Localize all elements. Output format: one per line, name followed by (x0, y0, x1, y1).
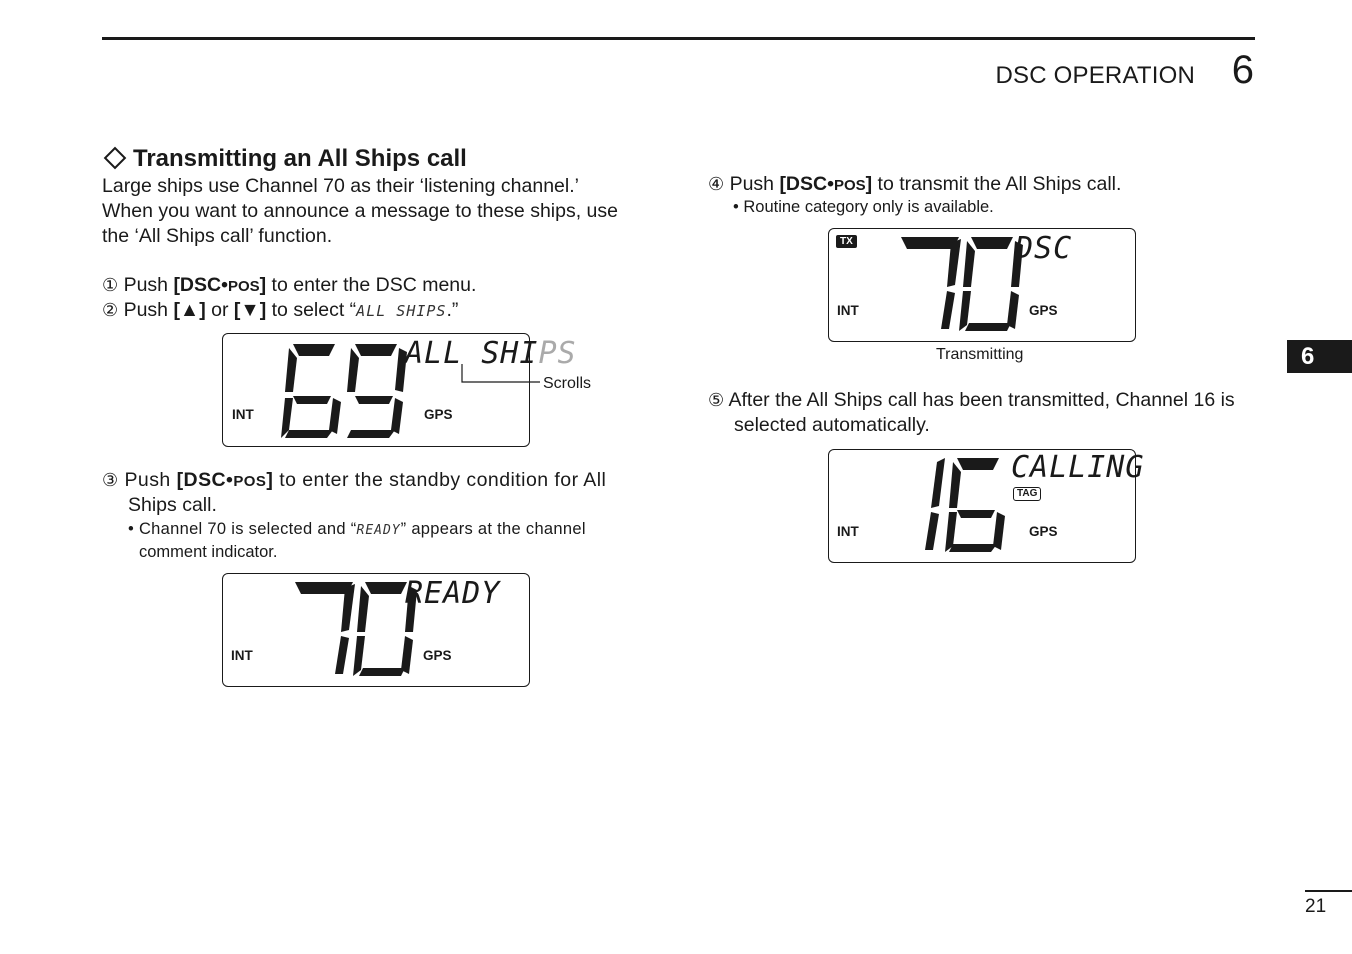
lcd-display-ready (222, 573, 530, 687)
tx-indicator: TX (836, 235, 857, 248)
step-text: to select “ (266, 299, 357, 321)
lcd-display-calling (828, 449, 1145, 563)
gps-indicator: GPS (1029, 524, 1058, 539)
diamond-icon (104, 146, 127, 169)
dsc-pos-key: [DSC•POS] (173, 274, 267, 296)
lcd-display-transmitting (828, 228, 1136, 342)
step-text: After the All Ships call has been transmitted, Channel 16 is (728, 389, 1235, 411)
up-key: [▲] (173, 299, 206, 321)
step-number: ① (102, 275, 119, 296)
segment-text: ALL SHIPS (356, 302, 447, 320)
step-3-note: • Channel 70 is selected and “READY” appears at the channel (128, 520, 586, 538)
scrolls-callout-line (400, 360, 550, 390)
gps-indicator: GPS (1029, 303, 1058, 318)
step-5 (708, 388, 1235, 413)
step-text: to enter the DSC menu. (266, 274, 477, 296)
footer-rule (1305, 890, 1352, 892)
int-indicator: INT (837, 524, 859, 539)
step-5-line2: selected automatically. (734, 414, 930, 436)
section-title: Transmitting an All Ships call (133, 145, 467, 172)
intro-line: the ‘All Ships call’ function. (102, 225, 333, 247)
intro-line: Large ships use Channel 70 as their ‘listening channel.’ (102, 175, 579, 197)
intro-paragraph (102, 174, 652, 249)
step-number: ② (102, 300, 119, 321)
chapter-title: DSC OPERATION (995, 62, 1195, 89)
step-text: Push (123, 299, 174, 321)
step-number: ③ (102, 470, 119, 491)
step-1 (102, 273, 476, 299)
page-number: 21 (1305, 896, 1327, 917)
step-text: Push (123, 274, 174, 296)
dsc-pos-key: [DSC•POS] (176, 469, 274, 491)
display-caption: Transmitting (936, 346, 1024, 363)
header-rule (102, 37, 1255, 40)
step-number: ⑤ (708, 390, 725, 411)
lcd-comment: CALLING (1011, 450, 1145, 485)
step-4 (708, 172, 1121, 198)
step-number: ④ (708, 174, 725, 195)
gps-indicator: GPS (424, 407, 453, 422)
step-text: to transmit the All Ships call. (872, 173, 1122, 195)
dsc-pos-key: [DSC•POS] (779, 173, 873, 195)
section-heading (103, 145, 467, 173)
scrolls-callout: Scrolls (543, 375, 592, 392)
down-key: [▼] (233, 299, 267, 321)
lcd-digits (829, 229, 1129, 341)
int-indicator: INT (231, 648, 253, 663)
tag-indicator: TAG (1013, 487, 1041, 501)
gps-indicator: GPS (423, 648, 452, 663)
intro-line: When you want to announce a message to these ships, use (102, 200, 618, 222)
int-indicator: INT (837, 303, 859, 318)
step-text: Push (124, 469, 177, 491)
step-text: to enter the standby condition for All (273, 469, 607, 491)
lcd-comment: ALL SHIPS (405, 336, 577, 371)
step-text: .” (446, 299, 459, 321)
lcd-comment: READY (405, 576, 501, 611)
step-4-note: • Routine category only is available. (733, 198, 994, 216)
step-text: or (205, 299, 234, 321)
step-3 (102, 468, 606, 494)
int-indicator: INT (232, 407, 254, 422)
chapter-number: 6 (1231, 48, 1254, 92)
step-text: Push (729, 173, 780, 195)
step-3-note-line2: comment indicator. (139, 543, 278, 561)
step-2 (102, 298, 458, 324)
chapter-side-tab[interactable]: 6 (1287, 340, 1352, 373)
lcd-comment: DSC (1015, 231, 1073, 266)
step-3-line2: Ships call. (128, 494, 217, 516)
